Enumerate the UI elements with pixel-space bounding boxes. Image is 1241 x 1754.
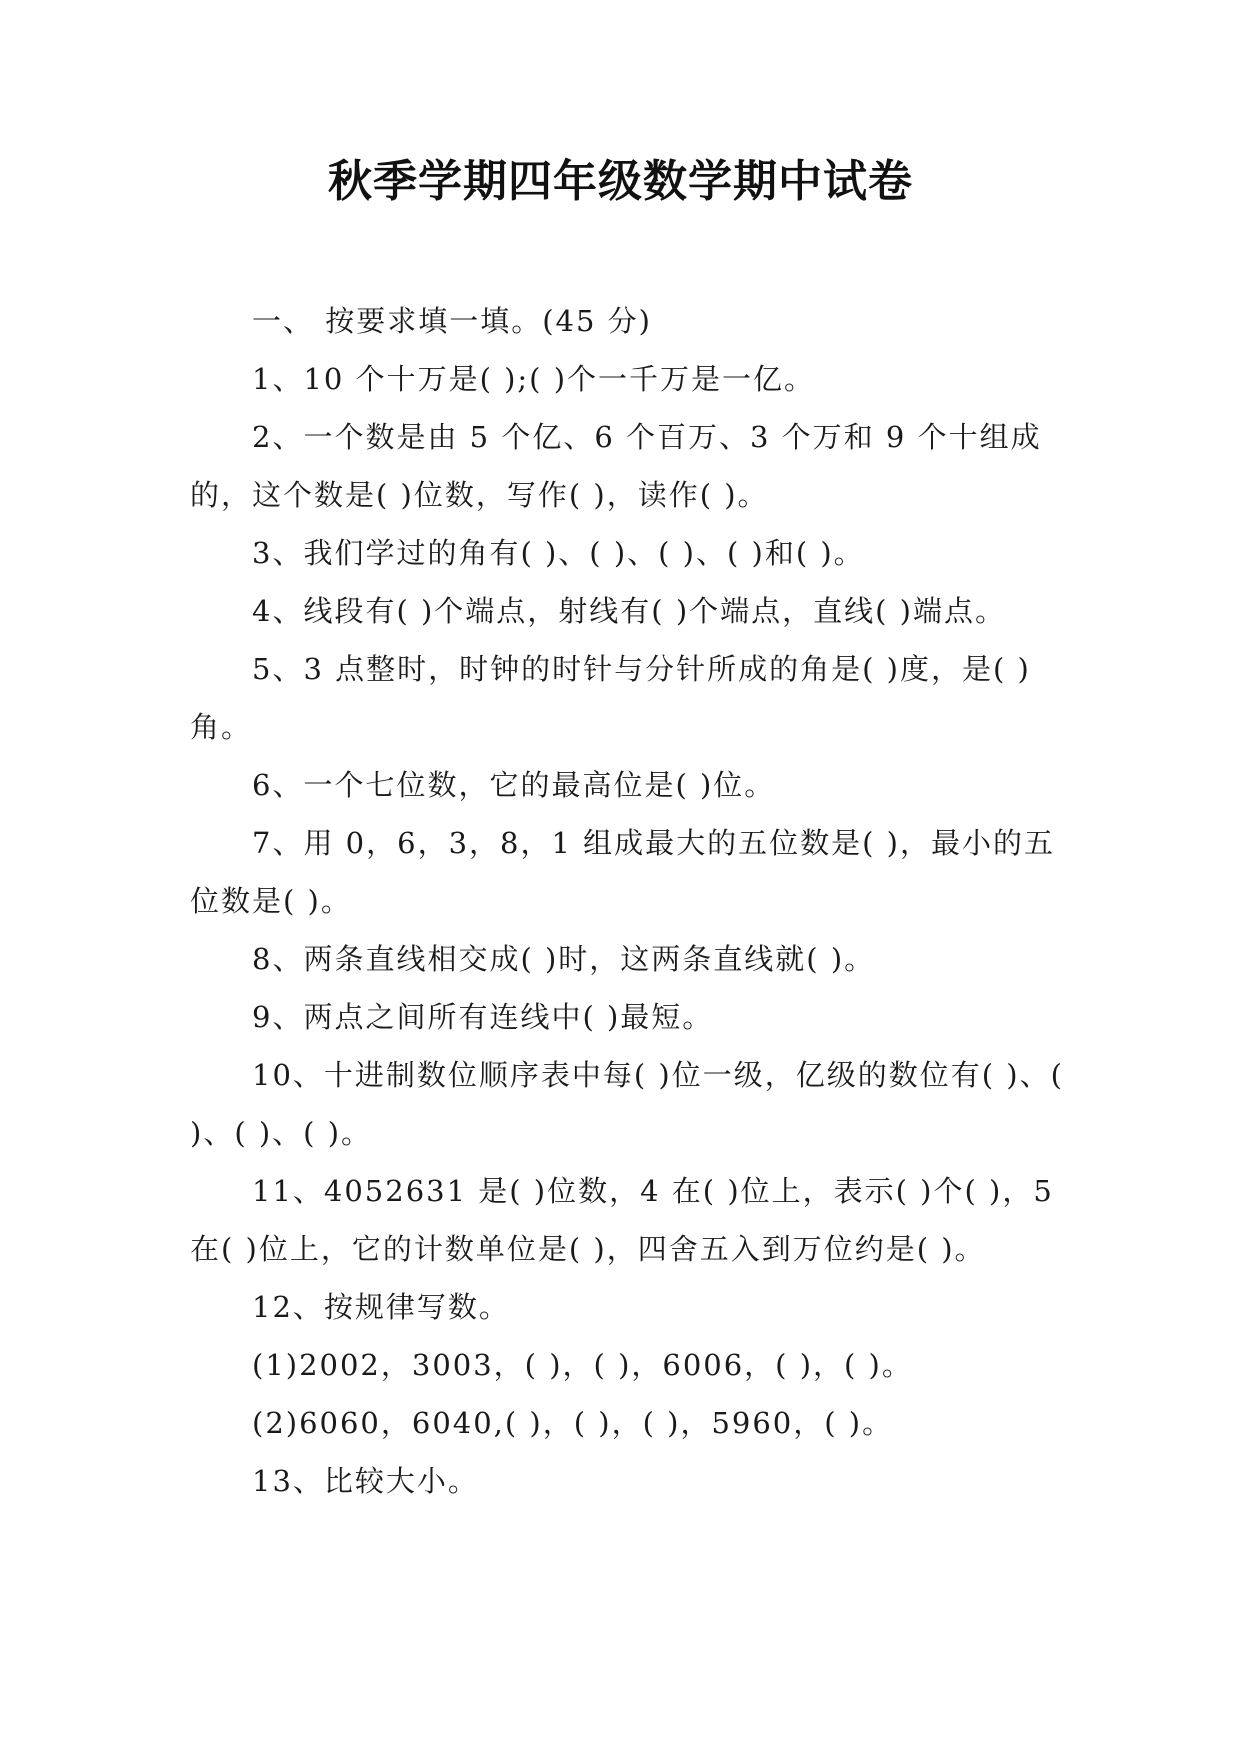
- question-4: 4、线段有( )个端点，射线有( )个端点，直线( )端点。: [252, 594, 1006, 628]
- question-5: 5、3 点整时，时钟的时针与分针所成的角是( )度，是( )角。: [190, 652, 1031, 744]
- question-12-part-2: (2)6060，6040,( )，( )，( )，5960，( )。: [252, 1406, 894, 1440]
- question-1: 1、10 个十万是( );( )个一千万是一亿。: [252, 362, 816, 396]
- question-2: 2、一个数是由 5 个亿、6 个百万、3 个万和 9 个十组成的，这个数是( )位数，写作( )，读作( )。: [190, 420, 1042, 512]
- question-13: 13、比较大小。: [252, 1464, 479, 1498]
- question-3: 3、我们学过的角有( )、( )、( )、( )和( )。: [252, 536, 865, 570]
- question-6: 6、一个七位数，它的最高位是( )位。: [252, 768, 776, 802]
- question-8: 8、两条直线相交成( )时，这两条直线就( )。: [252, 942, 876, 976]
- question-11: 11、4052631 是( )位数，4 在( )位上，表示( )个( )，5 在( )位上，它的计数单位是( )，四舍五入到万位约是( )。: [190, 1174, 1054, 1266]
- section-heading: 一、 按要求填一填。(45 分): [252, 304, 652, 338]
- page-title: 秋季学期四年级数学期中试卷: [328, 156, 913, 207]
- question-12: 12、按规律写数。: [252, 1290, 510, 1324]
- question-12-part-1: (1)2002，3003，( )，( )，6006，( )，( )。: [252, 1348, 913, 1382]
- question-10: 10、十进制数位顺序表中每( )位一级，亿级的数位有( )、( )、( )、( )。: [190, 1058, 1064, 1150]
- exam-body: [190, 292, 1070, 1510]
- question-9: 9、两点之间所有连线中( )最短。: [252, 1000, 714, 1034]
- question-7: 7、用 0，6，3，8，1 组成最大的五位数是( )，最小的五位数是( )。: [190, 826, 1055, 918]
